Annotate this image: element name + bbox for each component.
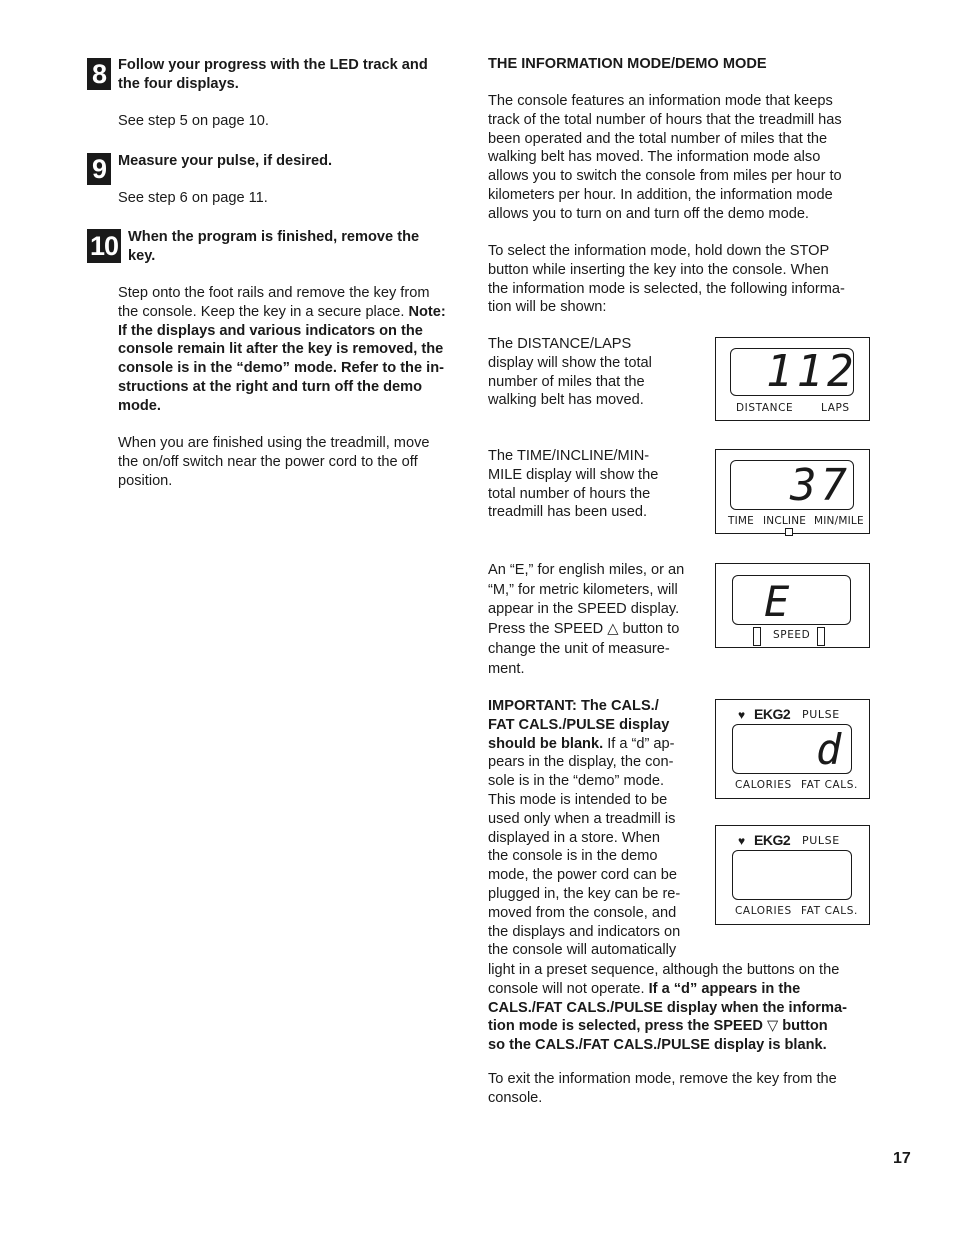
intro-paragraph: The console features an information mode that keeps track of the total number of hours that the treadmill has been operated and the total number of miles that the walking belt has moved. The information mode also allows you to switch the console from miles per hour to kilometers per hour. In addition, the information mode allows you to turn on and turn off the demo mode. (488, 93, 842, 222)
pulse-display-blank-illustration (715, 825, 870, 925)
exit-paragraph: To exit the information mode, remove the key from the console. (488, 1071, 837, 1106)
ekg2-brand: EKG2 (754, 706, 791, 722)
speed-label: SPEED (773, 629, 811, 641)
pulse-blank-lcd-screen (732, 850, 852, 900)
calories-label: CALORIES (735, 779, 792, 791)
incline-label: INCLINE (763, 515, 807, 527)
step-number-10: 10 (87, 229, 121, 263)
distance-display-illustration (715, 337, 870, 421)
speed-indicator-left (753, 627, 761, 646)
time-paragraph: The TIME/INCLINE/MIN- MILE display will show the total number of hours the treadmill has been used. (488, 448, 659, 521)
speed-value: E (764, 577, 790, 626)
speed-indicator-right (817, 627, 825, 646)
time-label: TIME (728, 515, 755, 527)
demo-mode-paragraph: light in a preset sequence, although the buttons on the console will not operate. If a “d” appears in the CALS./FAT CALS./PULSE display when the informa- tion mode is selected, press the SPEED ▽ button so the CALS./FAT CALS./PULSE display is blank. (488, 962, 847, 1054)
heart-icon: ♥ (738, 834, 746, 848)
section-heading: THE INFORMATION MODE/DEMO MODE (488, 56, 767, 72)
distance-paragraph: The DISTANCE/LAPS display will show the total number of miles that the walking belt has moved. (488, 336, 652, 409)
step-9-heading: Measure your pulse, if desired. (118, 153, 333, 169)
select-mode-paragraph: To select the information mode, hold down the STOP button while inserting the key into the console. When the information mode is selected, the following informa- tion will be shown: (488, 243, 845, 316)
ekg2-brand: EKG2 (754, 832, 791, 848)
distance-value: 112 (766, 346, 858, 397)
step-number-9: 9 (87, 153, 111, 185)
speed-lcd-screen (732, 575, 851, 625)
time-value: 37 (790, 460, 851, 511)
step-10-paragraph-2: When you are finished using the treadmill, move the on/off switch near the power cord to the off position. (118, 435, 430, 489)
important-paragraph: IMPORTANT: The CALS./ FAT CALS./PULSE display should be blank. If a “d” ap- pears in the display, the con- sole is in the “demo” mode. This mode is intended to be used only when a treadmill is displayed in a store. When the console is in the demo mode, the power cord can be plugged in, the key can be re- moved from the console, and the displays and indicators on the console will automatically (488, 698, 681, 959)
fat-cals-label: FAT CALS. (801, 779, 858, 791)
min-mile-label: MIN/MILE (814, 515, 864, 527)
step-9-body: See step 6 on page 11. (118, 190, 268, 206)
step-8-body: See step 5 on page 10. (118, 113, 269, 129)
distance-label: DISTANCE (736, 402, 794, 414)
pulse-demo-value: d (816, 725, 842, 774)
incline-indicator (785, 528, 793, 536)
step-8-heading: Follow your progress with the LED track and the four displays. (118, 57, 428, 92)
time-display-illustration (715, 449, 870, 534)
pulse-display-demo-illustration (715, 699, 870, 799)
speed-paragraph: An “E,” for english miles, or an “M,” for metric kilometers, will appear in the SPEED display. Press the SPEED △ button to change the unit of measure- ment. (488, 562, 685, 677)
speed-display-illustration (715, 563, 870, 648)
fat-cals-label: FAT CALS. (801, 905, 858, 917)
step-10-paragraph-1: Step onto the foot rails and remove the key from the console. Keep the key in a secure place. Note: If the displays and various indicators on the console remain lit after the key is removed, the console is in the “demo” mode. Refer to the in- structions at the right and turn off the demo mode. (118, 285, 446, 414)
step-number-8: 8 (87, 58, 111, 90)
step-10-heading: When the program is finished, remove the key. (128, 229, 420, 264)
page-number: 17 (893, 1150, 911, 1167)
heart-icon: ♥ (738, 708, 746, 722)
pulse-label: PULSE (802, 708, 840, 721)
laps-label: LAPS (821, 402, 850, 414)
calories-label: CALORIES (735, 905, 792, 917)
pulse-label: PULSE (802, 834, 840, 847)
